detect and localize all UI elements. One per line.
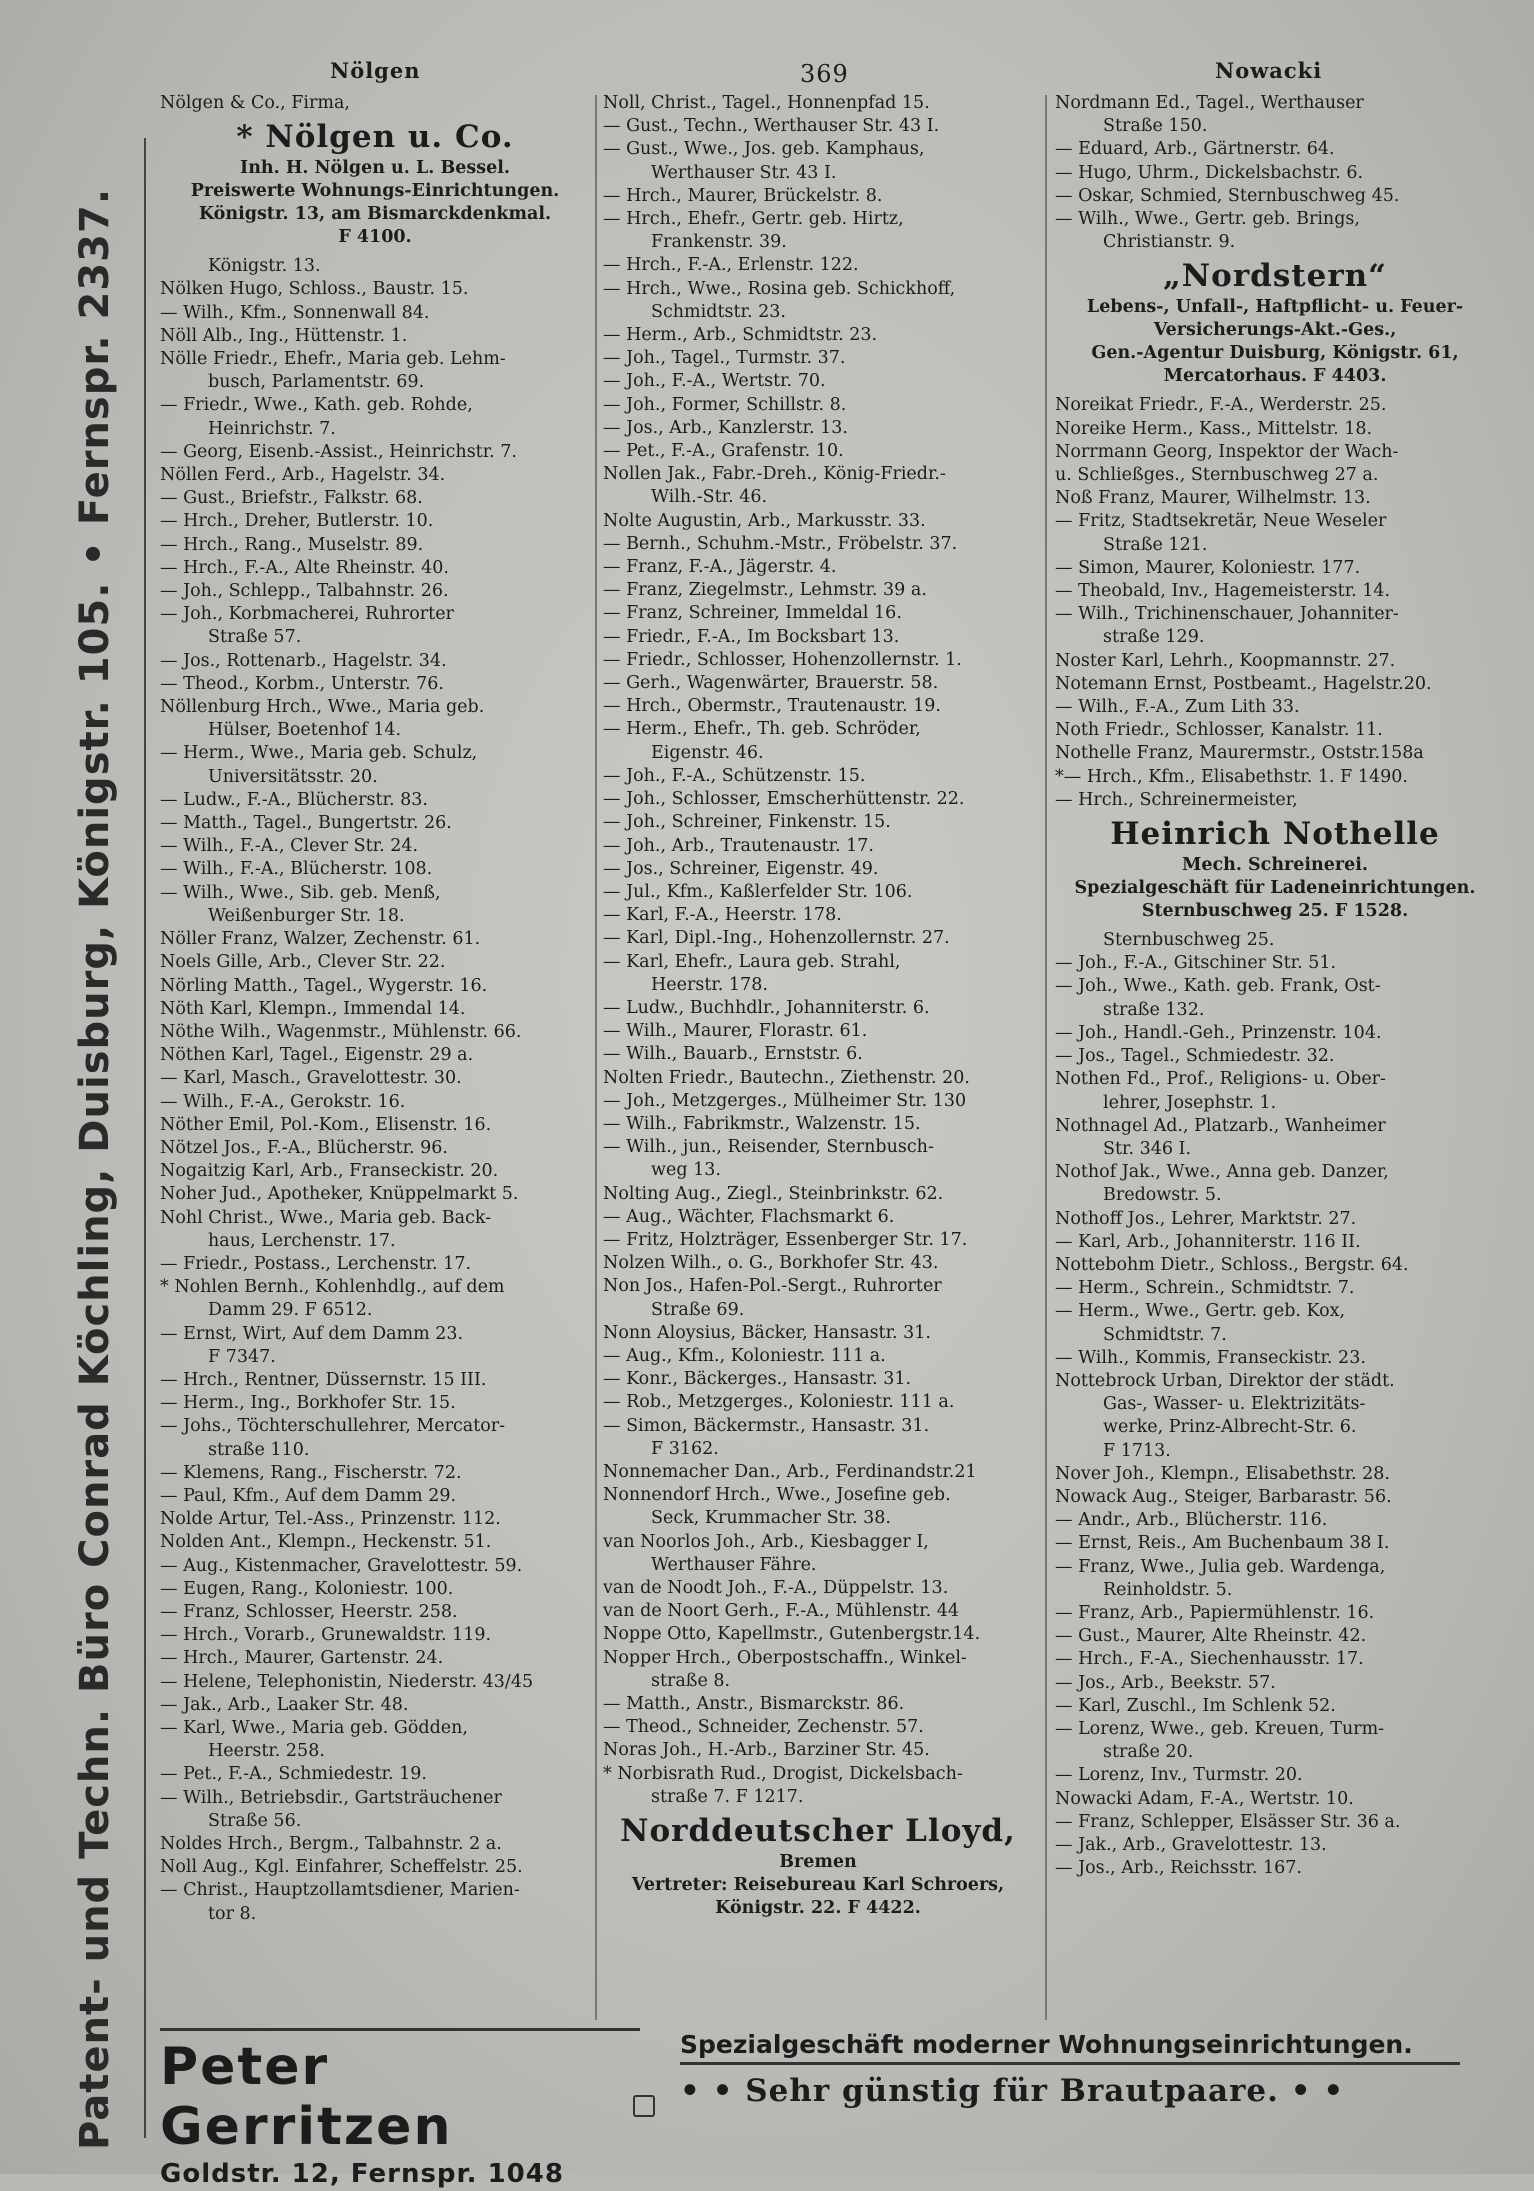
advertiser-address: Goldstr. 12, Fernspr. 1048 — [160, 2159, 564, 2189]
directory-entry: Nöthe Wilh., Wagenmstr., Mühlenstr. 66. — [160, 1021, 522, 1042]
column-divider — [595, 95, 597, 2020]
directory-entry: Nopper Hrch., Oberpostschaffn., Winkel- — [603, 1647, 967, 1668]
directory-entry: Nölle Friedr., Ehefr., Maria geb. Lehm- — [160, 349, 506, 370]
advertisement-line: Sternbuschweg 25. F 1528. — [1141, 901, 1409, 922]
directory-entry: — Gust., Techn., Werthauser Str. 43 I. — [603, 116, 940, 137]
directory-entry: — Karl, Zuschl., Im Schlenk 52. — [1055, 1695, 1336, 1716]
directory-entry: Noldes Hrch., Bergm., Talbahnstr. 2 a. — [160, 1834, 502, 1855]
directory-entry: — Georg, Eisenb.-Assist., Heinrichstr. 7. — [160, 441, 517, 462]
column-3 — [1055, 92, 1495, 1880]
directory-entry: — Karl, F.-A., Heerstr. 178. — [603, 905, 842, 926]
directory-entry: — Konr., Bäckerges., Hansastr. 31. — [603, 1369, 912, 1390]
directory-entry: Nowack Aug., Steiger, Barbarastr. 56. — [1055, 1486, 1392, 1507]
directory-entry: — Franz, Schlepper, Elsässer Str. 36 a. — [1055, 1811, 1401, 1832]
directory-entry: — Theod., Schneider, Zechenstr. 57. — [603, 1717, 924, 1738]
directory-entry: — Ernst, Reis., Am Buchenbaum 38 I. — [1055, 1533, 1390, 1554]
directory-entry: — Joh., F.-A., Gitschiner Str. 51. — [1055, 953, 1337, 974]
directory-entry: — Wilh., Maurer, Florastr. 61. — [603, 1021, 868, 1042]
directory-entry: — Johs., Töchterschullehrer, Mercator- — [160, 1416, 506, 1437]
directory-entry: — Joh., F.-A., Schützenstr. 15. — [603, 765, 866, 786]
directory-entry: Notemann Ernst, Postbeamt., Hagelstr.20. — [1055, 673, 1432, 694]
header-right: Nowacki — [1215, 58, 1323, 83]
directory-entry: — Ernst, Wirt, Auf dem Damm 23. — [160, 1323, 464, 1344]
advertiser-name: Peter Gerritzen — [160, 2037, 453, 2157]
directory-entry: Noreike Herm., Kass., Mittelstr. 18. — [1055, 418, 1373, 439]
directory-entry: — Wilh., F.-A., Clever Str. 24. — [160, 836, 419, 857]
directory-entry: — Joh., Schreiner, Finkenstr. 15. — [603, 812, 891, 833]
directory-entry: Eigenstr. 46. — [651, 742, 764, 763]
directory-entry: Nothelle Franz, Maurermstr., Oststr.158a — [1055, 743, 1424, 764]
directory-entry: — Wilh., Wwe., Gertr. geb. Brings, — [1055, 209, 1360, 230]
directory-entry: Nothof Jak., Wwe., Anna geb. Danzer, — [1055, 1162, 1389, 1183]
directory-entry: — Matth., Tagel., Bungertstr. 26. — [160, 813, 452, 834]
directory-entry: Noll Aug., Kgl. Einfahrer, Scheffelstr. 25. — [160, 1857, 523, 1878]
directory-entry: — Aug., Kfm., Koloniestr. 111 a. — [603, 1345, 886, 1366]
directory-entry: — Eduard, Arb., Gärtnerstr. 64. — [1055, 139, 1335, 160]
column-1 — [160, 92, 590, 1926]
directory-entry: — Franz, Schreiner, Immeldal 16. — [603, 603, 902, 624]
directory-entry: — Franz, Arb., Papiermühlenstr. 16. — [1055, 1602, 1375, 1623]
directory-entry: — Hrch., Schreinermeister, — [1055, 789, 1298, 810]
directory-entry: straße 20. — [1103, 1742, 1194, 1763]
directory-entry: — Klemens, Rang., Fischerstr. 72. — [160, 1462, 462, 1483]
directory-entry: straße 129. — [1103, 627, 1205, 648]
directory-entry: Weißenburger Str. 18. — [208, 905, 405, 926]
directory-entry: van Noorlos Joh., Arb., Kiesbagger I, — [603, 1531, 929, 1552]
directory-entry: Hülser, Boetenhof 14. — [208, 720, 402, 741]
directory-entry: Nöller Franz, Walzer, Zechenstr. 61. — [160, 929, 481, 950]
directory-entry: — Oskar, Schmied, Sternbuschweg 45. — [1055, 185, 1400, 206]
directory-entry: — Herm., Ing., Borkhofer Str. 15. — [160, 1393, 456, 1414]
directory-entry: — Jul., Kfm., Kaßlerfelder Str. 106. — [603, 881, 913, 902]
directory-entry: — Aug., Kistenmacher, Gravelottestr. 59. — [160, 1555, 523, 1576]
directory-entry: Nonnendorf Hrch., Wwe., Josefine geb. — [603, 1485, 951, 1506]
directory-entry: Noels Gille, Arb., Clever Str. 22. — [160, 952, 446, 973]
directory-entry: — Aug., Wächter, Flachsmarkt 6. — [603, 1206, 895, 1227]
directory-entry: — Jak., Arb., Gravelottestr. 13. — [1055, 1835, 1327, 1855]
directory-entry: — Gust., Briefstr., Falkstr. 68. — [160, 488, 423, 509]
directory-entry: Werthauser Fähre. — [651, 1554, 817, 1575]
directory-entry: Nöllen Ferd., Arb., Hagelstr. 34. — [160, 465, 446, 486]
directory-entry: weg 13. — [651, 1160, 721, 1181]
directory-entry: werke, Prinz-Albrecht-Str. 6. — [1103, 1417, 1357, 1438]
directory-entry: Nolde Artur, Tel.-Ass., Prinzenstr. 112. — [160, 1509, 501, 1530]
directory-entry: — Franz, Wwe., Julia geb. Wardenga, — [1055, 1556, 1386, 1577]
directory-entry: Noster Karl, Lehrh., Koopmannstr. 27. — [1055, 650, 1396, 671]
directory-entry: — Jos., Arb., Kanzlerstr. 13. — [603, 417, 848, 438]
directory-entry: — Lorenz, Wwe., geb. Kreuen, Turm- — [1055, 1718, 1385, 1739]
directory-entry: — Theobald, Inv., Hagemeisterstr. 14. — [1055, 581, 1391, 602]
directory-entry: — Wilh., F.-A., Gerokstr. 16. — [160, 1091, 406, 1112]
advertisement-box — [1055, 814, 1495, 923]
directory-entry: Nolden Ant., Klempn., Heckenstr. 51. — [160, 1532, 492, 1553]
sidebar-advertisement: Patent- und Techn. Büro Conrad Köchling, Duisburg, Königstr. 105. • Fernspr. 2337. — [72, 187, 118, 2150]
page-number: 369 — [800, 60, 849, 88]
directory-entry: Werthauser Str. 43 I. — [651, 162, 837, 183]
directory-entry: — Herm., Arb., Schmidtstr. 23. — [603, 325, 878, 346]
advertisement-line: Königstr. 13, am Bismarckdenkmal. — [198, 204, 552, 225]
directory-entry: Straße 150. — [1103, 116, 1208, 137]
directory-entry: Gas-, Wasser- u. Elektrizitäts- — [1103, 1394, 1366, 1415]
directory-entry: * Norbisrath Rud., Drogist, Dickelsbach- — [603, 1763, 963, 1784]
directory-entry: — Theod., Korbm., Unterstr. 76. — [160, 673, 444, 694]
directory-entry: — Simon, Bäckermstr., Hansastr. 31. — [603, 1415, 930, 1436]
directory-entry: Straße 121. — [1103, 534, 1208, 555]
advertisement-line: Heinrich Nothelle — [1110, 816, 1440, 853]
directory-entry: Nöther Emil, Pol.-Kom., Elisenstr. 16. — [160, 1114, 492, 1135]
advertisement-line: Vertreter: Reisebureau Karl Schroers, — [631, 1875, 1005, 1896]
directory-entry: Wilh.-Str. 46. — [651, 487, 768, 508]
directory-entry: — Jos., Arb., Reichsstr. 167. — [1055, 1858, 1302, 1879]
directory-entry: — Helene, Telephonistin, Niederstr. 43/45 — [160, 1671, 534, 1692]
directory-entry: — Wilh., Wwe., Sib. geb. Menß, — [160, 882, 441, 903]
ornament-icon — [633, 2095, 655, 2117]
directory-entry: straße 132. — [1103, 999, 1205, 1020]
directory-entry: — Simon, Maurer, Koloniestr. 177. — [1055, 557, 1361, 578]
directory-entry: — Gust., Wwe., Jos. geb. Kamphaus, — [603, 139, 925, 160]
advertisement-box — [1055, 256, 1495, 388]
directory-entry: — Wilh., Kfm., Sonnenwall 84. — [160, 302, 430, 323]
directory-entry: — Joh., Arb., Trautenaustr. 17. — [603, 835, 874, 856]
directory-entry: Straße 56. — [208, 1810, 302, 1831]
directory-entry: — Hrch., Wwe., Rosina geb. Schickhoff, — [603, 278, 956, 299]
directory-entry: — Hrch., Maurer, Gartenstr. 24. — [160, 1648, 444, 1669]
directory-entry: — Hrch., Obermstr., Trautenaustr. 19. — [603, 696, 941, 717]
directory-entry: Nowacki Adam, F.-A., Wertstr. 10. — [1055, 1788, 1354, 1809]
directory-entry: — Wilh., Trichinenschauer, Johanniter- — [1055, 604, 1399, 625]
advertisement-line: Bremen — [779, 1852, 857, 1873]
directory-entry: — Karl, Dipl.-Ing., Hohenzollernstr. 27. — [603, 928, 950, 949]
directory-entry: Nolte Augustin, Arb., Markusstr. 33. — [603, 510, 926, 531]
slogan-bottom: • • Sehr günstig für Brautpaare. • • — [680, 2073, 1345, 2109]
directory-entry: Non Jos., Hafen-Pol.-Sergt., Ruhrorter — [603, 1276, 942, 1297]
directory-entry: — Pet., F.-A., Grafenstr. 10. — [603, 441, 844, 462]
directory-entry: — Pet., F.-A., Schmiedestr. 19. — [160, 1764, 427, 1785]
directory-entry: — Hrch., F.-A., Erlenstr. 122. — [603, 255, 859, 276]
directory-entry: Noppe Otto, Kapellmstr., Gutenbergstr.14. — [603, 1624, 981, 1645]
advertisement-line: Preiswerte Wohnungs-Einrichtungen. — [190, 181, 560, 202]
directory-entry: — Ludw., F.-A., Blücherstr. 83. — [160, 789, 428, 810]
directory-entry: Nothen Fd., Prof., Religions- u. Ober- — [1055, 1069, 1386, 1090]
directory-entry: Nordmann Ed., Tagel., Werthauser — [1055, 93, 1364, 113]
directory-entry: — Christ., Hauptzollamtsdiener, Marien- — [160, 1880, 520, 1901]
directory-entry: — Wilh., F.-A., Zum Lith 33. — [1055, 697, 1300, 718]
directory-entry: Noth Friedr., Schlosser, Kanalstr. 11. — [1055, 720, 1383, 741]
directory-entry: — Jos., Schreiner, Eigenstr. 49. — [603, 858, 879, 879]
header-left: Nölgen — [330, 58, 421, 83]
directory-entry: — Ludw., Buchhdlr., Johanniterstr. 6. — [603, 997, 930, 1018]
directory-entry: — Friedr., Schlosser, Hohenzollernstr. 1. — [603, 649, 962, 670]
directory-entry: Nogaitzig Karl, Arb., Franseckistr. 20. — [160, 1161, 499, 1182]
directory-entry: — Andr., Arb., Blücherstr. 116. — [1055, 1510, 1328, 1531]
directory-entry: — Joh., Former, Schillstr. 8. — [603, 394, 847, 415]
directory-entry: Nöll Alb., Ing., Hüttenstr. 1. — [160, 325, 408, 346]
directory-entry: * Nohlen Bernh., Kohlenhdlg., auf dem — [160, 1277, 505, 1298]
directory-entry: — Karl, Masch., Gravelottestr. 30. — [160, 1068, 462, 1089]
directory-entry: — Jak., Arb., Laaker Str. 48. — [160, 1694, 409, 1715]
directory-entry: Damm 29. F 6512. — [208, 1300, 373, 1321]
directory-entry: Heerstr. 258. — [208, 1741, 325, 1762]
advertisement-line: F 4100. — [338, 227, 412, 248]
directory-entry: — Jos., Arb., Beekstr. 57. — [1055, 1672, 1276, 1693]
directory-entry: Noras Joh., H.-Arb., Barziner Str. 45. — [603, 1740, 930, 1761]
directory-entry: — Hrch., Rang., Muselstr. 89. — [160, 534, 424, 555]
advertisement-line: Mech. Schreinerei. — [1181, 855, 1369, 876]
directory-entry: — Joh., Handl.-Geh., Prinzenstr. 104. — [1055, 1022, 1382, 1043]
directory-entry: Nöllenburg Hrch., Wwe., Maria geb. — [160, 697, 485, 718]
column-divider — [1045, 95, 1047, 2020]
directory-entry: Nolten Friedr., Bautechn., Ziethenstr. 20. — [603, 1067, 970, 1088]
directory-entry: straße 110. — [208, 1439, 310, 1460]
directory-entry: — Hrch., F.-A., Siechenhausstr. 17. — [1055, 1649, 1364, 1670]
advertisement-line: Norddeutscher Lloyd, — [620, 1813, 1016, 1850]
directory-entry: — Lorenz, Inv., Turmstr. 20. — [1055, 1765, 1303, 1786]
directory-entry: Nollen Jak., Fabr.-Dreh., König-Friedr.- — [603, 464, 946, 485]
advertisement-box — [160, 117, 590, 249]
directory-entry: Nothnagel Ad., Platzarb., Wanheimer — [1055, 1115, 1386, 1136]
directory-entry: Noher Jud., Apotheker, Knüppelmarkt 5. — [160, 1184, 519, 1205]
directory-entry: Reinholdstr. 5. — [1103, 1579, 1233, 1600]
directory-entry: — Joh., Tagel., Turmstr. 37. — [603, 348, 846, 369]
directory-entry: — Fritz, Stadtsekretär, Neue Weseler — [1055, 511, 1387, 532]
directory-entry: Nölgen & Co., Firma, — [160, 93, 350, 113]
slogan-top: Spezialgeschäft moderner Wohnungseinrichtungen. — [680, 2028, 1460, 2065]
advertisement-gerritzen — [160, 2028, 640, 2189]
directory-entry: Norrmann Georg, Inspektor der Wach- — [1055, 441, 1399, 462]
directory-entry: Nötzel Jos., F.-A., Blücherstr. 96. — [160, 1137, 448, 1158]
directory-entry: Nottebohm Dietr., Schloss., Bergstr. 64. — [1055, 1254, 1409, 1275]
advertisement-line: Versicherungs-Akt.-Ges., — [1153, 320, 1397, 341]
directory-entry: — Franz, Ziegelmstr., Lehmstr. 39 a. — [603, 580, 927, 601]
directory-entry: — Karl, Wwe., Maria geb. Gödden, — [160, 1718, 468, 1738]
directory-entry: Heinrichstr. 7. — [208, 418, 336, 439]
directory-entry: — Joh., Korbmacherei, Ruhrorter — [160, 604, 454, 625]
advertisement-line: Inh. H. Nölgen u. L. Bessel. — [240, 158, 510, 179]
sidebar-rule — [144, 138, 146, 2138]
directory-entry: Nottebrock Urban, Direktor der städt. — [1055, 1370, 1395, 1391]
directory-entry: straße 8. — [651, 1670, 731, 1691]
directory-entry: — Joh., Schlepp., Talbahnstr. 26. — [160, 581, 449, 602]
directory-entry: — Herm., Schrein., Schmidtstr. 7. — [1055, 1278, 1355, 1299]
directory-entry: Straße 57. — [208, 627, 302, 648]
directory-entry: Nörling Matth., Tagel., Wygerstr. 16. — [160, 975, 488, 996]
directory-entry: — Joh., Metzgerges., Mülheimer Str. 130 — [603, 1090, 967, 1111]
directory-entry: Frankenstr. 39. — [651, 232, 787, 253]
directory-entry: Nonn Aloysius, Bäcker, Hansastr. 31. — [603, 1322, 931, 1343]
directory-entry: Nöthen Karl, Tagel., Eigenstr. 29 a. — [160, 1045, 474, 1066]
directory-entry: u. Schließges., Sternbuschweg 27 a. — [1055, 465, 1379, 486]
directory-entry: tor 8. — [208, 1903, 257, 1924]
directory-entry: — Herm., Wwe., Gertr. geb. Kox, — [1055, 1301, 1346, 1322]
directory-entry: — Hrch., Ehefr., Gertr. geb. Hirtz, — [603, 209, 904, 230]
directory-entry: F 1713. — [1103, 1440, 1171, 1461]
directory-entry: Nonnemacher Dan., Arb., Ferdinandstr.21 — [603, 1461, 977, 1482]
directory-entry: — Wilh., Bauarb., Ernststr. 6. — [603, 1044, 863, 1065]
directory-entry: Noll, Christ., Tagel., Honnenpfad 15. — [603, 93, 930, 113]
directory-entry: — Karl, Ehefr., Laura geb. Strahl, — [603, 951, 901, 972]
directory-entry: — Jos., Tagel., Schmiedestr. 32. — [1055, 1046, 1335, 1067]
directory-entry: — Friedr., F.-A., Im Bocksbart 13. — [603, 626, 900, 647]
advertisement-line: Mercatorhaus. F 4403. — [1163, 366, 1387, 387]
directory-entry: Universitätsstr. 20. — [208, 766, 378, 787]
directory-entry: F 3162. — [651, 1438, 719, 1459]
directory-entry: *— Hrch., Kfm., Elisabethstr. 1. F 1490. — [1055, 766, 1408, 787]
directory-entry: Nover Joh., Klempn., Elisabethstr. 28. — [1055, 1463, 1390, 1484]
directory-entry: — Jos., Rottenarb., Hagelstr. 34. — [160, 650, 447, 671]
directory-entry: — Wilh., Kommis, Franseckistr. 23. — [1055, 1347, 1366, 1368]
directory-entry: Christianstr. 9. — [1103, 232, 1236, 253]
directory-entry: Noß Franz, Maurer, Wilhelmstr. 13. — [1055, 488, 1371, 509]
directory-entry: haus, Lerchenstr. 17. — [208, 1230, 396, 1251]
directory-entry: Nothoff Jos., Lehrer, Marktstr. 27. — [1055, 1208, 1357, 1229]
directory-entry: Nölken Hugo, Schloss., Baustr. 15. — [160, 279, 469, 300]
directory-entry: Nöth Karl, Klempn., Immendal 14. — [160, 998, 466, 1019]
directory-entry: — Friedr., Postass., Lerchenstr. 17. — [160, 1253, 472, 1274]
directory-entry: — Eugen, Rang., Koloniestr. 100. — [160, 1578, 454, 1599]
directory-entry: — Herm., Wwe., Maria geb. Schulz, — [160, 743, 478, 764]
directory-entry: — Joh., F.-A., Wertstr. 70. — [603, 371, 826, 392]
directory-entry: busch, Parlamentstr. 69. — [208, 372, 425, 393]
directory-entry: van de Noodt Joh., F.-A., Düppelstr. 13. — [603, 1578, 949, 1598]
directory-entry: Str. 346 I. — [1103, 1138, 1192, 1159]
directory-entry: Noreikat Friedr., F.-A., Werderstr. 25. — [1055, 395, 1387, 416]
directory-entry: — Matth., Anstr., Bismarckstr. 86. — [603, 1694, 905, 1715]
directory-entry: — Wilh., Betriebsdir., Gartsträuchener — [160, 1787, 502, 1808]
directory-entry: Seck, Krummacher Str. 38. — [651, 1508, 891, 1529]
directory-entry: — Joh., Schlosser, Emscherhüttenstr. 22. — [603, 789, 965, 810]
advertisement-line: Lebens-, Unfall-, Haftpflicht- u. Feuer- — [1086, 297, 1464, 318]
directory-entry: Heerstr. 178. — [651, 974, 768, 995]
directory-entry: — Bernh., Schuhm.-Mstr., Fröbelstr. 37. — [603, 533, 958, 554]
advertisement-box — [603, 1811, 1033, 1920]
directory-entry: — Gerh., Wagenwärter, Brauerstr. 58. — [603, 673, 939, 694]
directory-entry: Königstr. 13. — [208, 256, 321, 277]
directory-entry: F 7347. — [208, 1346, 276, 1367]
directory-entry: — Wilh., F.-A., Blücherstr. 108. — [160, 859, 433, 880]
directory-entry: Nohl Christ., Wwe., Maria geb. Back- — [160, 1207, 492, 1228]
directory-entry: — Karl, Arb., Johanniterstr. 116 II. — [1055, 1231, 1361, 1252]
directory-entry: Schmidtstr. 7. — [1103, 1324, 1227, 1345]
directory-entry: — Hrch., Vorarb., Grunewaldstr. 119. — [160, 1625, 492, 1646]
directory-entry: — Wilh., Fabrikmstr., Walzenstr. 15. — [603, 1113, 921, 1134]
advertisement-line: „Nordstern“ — [1162, 258, 1388, 295]
advertisement-line: Gen.-Agentur Duisburg, Königstr. 61, — [1091, 343, 1459, 364]
directory-entry: — Joh., Wwe., Kath. geb. Frank, Ost- — [1055, 976, 1381, 997]
directory-entry: — Fritz, Holzträger, Essenberger Str. 17. — [603, 1229, 968, 1250]
directory-entry: Nolting Aug., Ziegl., Steinbrinkstr. 62. — [603, 1183, 944, 1204]
directory-entry: van de Noort Gerh., F.-A., Mühlenstr. 44 — [603, 1601, 960, 1622]
column-2 — [603, 92, 1033, 1926]
directory-entry: — Franz, Schlosser, Heerstr. 258. — [160, 1601, 458, 1622]
directory-entry: — Friedr., Wwe., Kath. geb. Rohde, — [160, 395, 473, 416]
directory-entry: — Gust., Maurer, Alte Rheinstr. 42. — [1055, 1626, 1367, 1647]
directory-entry: Nolzen Wilh., o. G., Borkhofer Str. 43. — [603, 1253, 939, 1274]
directory-entry: lehrer, Josephstr. 1. — [1103, 1092, 1277, 1113]
directory-entry: — Hugo, Uhrm., Dickelsbachstr. 6. — [1055, 162, 1364, 183]
directory-entry: Sternbuschweg 25. — [1103, 930, 1275, 951]
directory-entry: straße 7. F 1217. — [651, 1786, 804, 1807]
directory-entry: Bredowstr. 5. — [1103, 1185, 1222, 1206]
directory-entry: — Wilh., jun., Reisender, Sternbusch- — [603, 1137, 934, 1158]
directory-entry: Straße 69. — [651, 1299, 745, 1320]
directory-entry: — Hrch., Rentner, Düssernstr. 15 III. — [160, 1369, 487, 1390]
directory-entry: Schmidtstr. 23. — [651, 301, 786, 322]
directory-entry: — Hrch., Dreher, Butlerstr. 10. — [160, 511, 434, 532]
directory-entry: — Herm., Ehefr., Th. geb. Schröder, — [603, 719, 921, 740]
directory-entry: — Hrch., F.-A., Alte Rheinstr. 40. — [160, 557, 449, 578]
directory-entry: — Paul, Kfm., Auf dem Damm 29. — [160, 1485, 457, 1506]
directory-entry: — Rob., Metzgerges., Koloniestr. 111 a. — [603, 1392, 955, 1413]
directory-entry: — Hrch., Maurer, Brückelstr. 8. — [603, 185, 883, 206]
advertisement-line: * Nölgen u. Co. — [236, 119, 514, 156]
advertisement-line: Spezialgeschäft für Ladeneinrichtungen. — [1074, 878, 1476, 899]
advertisement-line: Königstr. 22. F 4422. — [715, 1898, 921, 1919]
advertisement-slogan — [680, 2028, 1460, 2153]
directory-entry: — Franz, F.-A., Jägerstr. 4. — [603, 557, 837, 578]
